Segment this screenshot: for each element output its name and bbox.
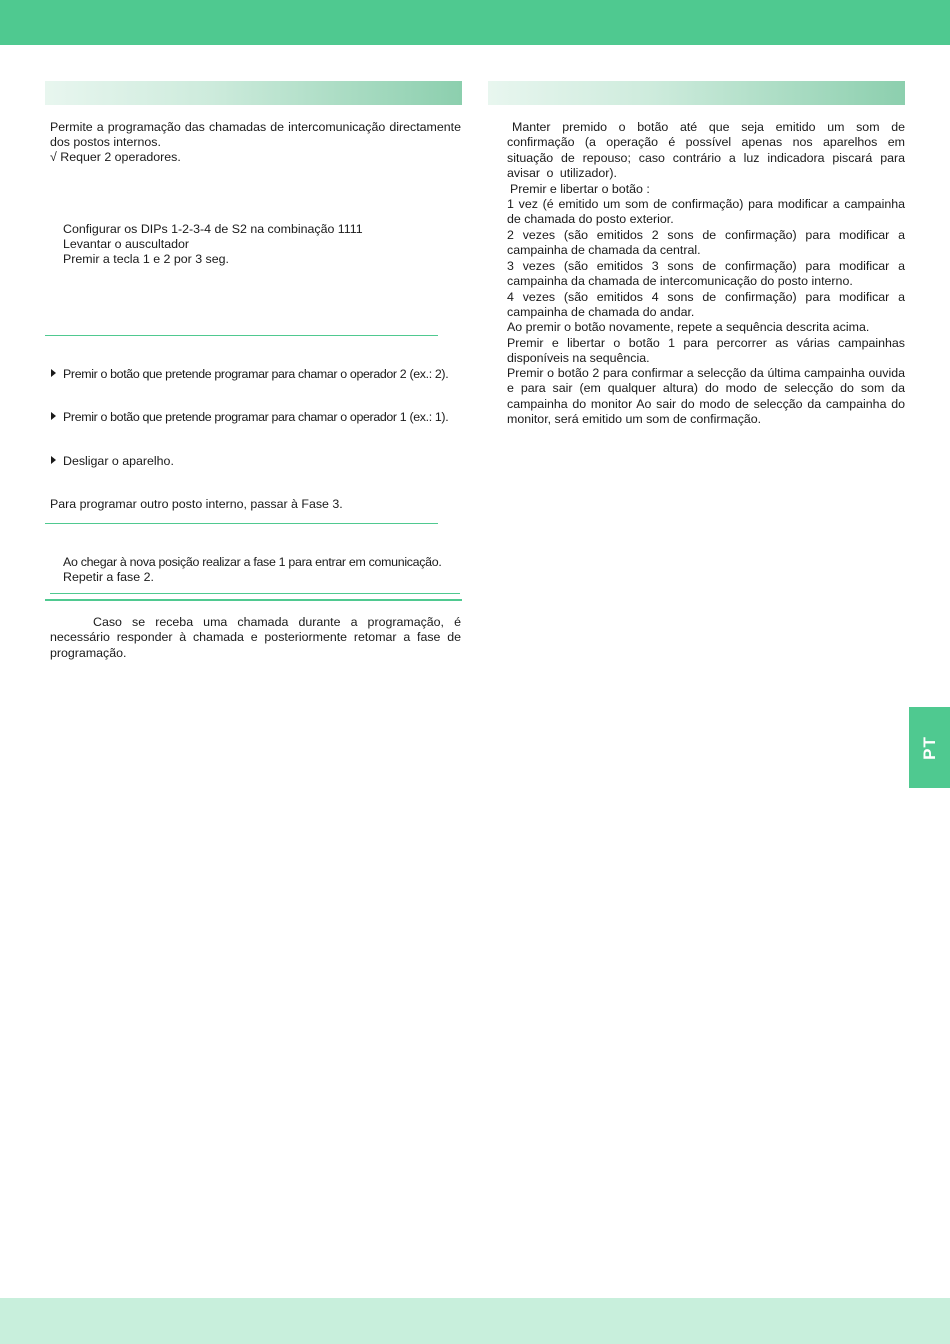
bottom-bar: [0, 1298, 950, 1344]
divider-2: [45, 523, 438, 524]
bullet-item-3: Desligar o aparelho.: [63, 454, 174, 468]
right-para-6: 4 vezes (são emitidos 4 sons de confirmação) para modificar a campainha de chamada do andar.: [507, 290, 905, 320]
step-1: Configurar os DIPs 1-2-3-4 de S2 na combinação 1111: [63, 222, 363, 236]
note-rule-bottom: [45, 599, 462, 601]
bullet-icon: [51, 412, 56, 420]
bullet-item-1: Premir o botão que pretende programar para chamar o operador 2 (ex.: 2).: [63, 367, 449, 381]
language-tab-label: PT: [919, 735, 939, 760]
phase3-step-2: Repetir a fase 2.: [63, 570, 154, 584]
right-para-3: 1 vez (é emitido um som de confirmação) para modificar a campainha de chamada do posto exterior.: [507, 197, 905, 227]
note-text: Caso se receba uma chamada durante a programação, é necessário responder à chamada e posteriormente retomar a fase de programação.: [50, 615, 461, 660]
language-tab: [909, 707, 950, 788]
right-para-9: Premir o botão 2 para confirmar a selecção da última campainha ouvida e para sair (em qualquer altura) do modo de selecção do som da campainha do monitor Ao sair do modo de selecção da campainha do monitor, será emitido um som de confirmação.: [507, 366, 905, 427]
right-para-1: Manter premido o botão até que seja emitido um som de confirmação (a operação é possível apenas nos aparelhos em situação de repouso; caso contrário a luz indicadora piscará para avisar o utilizador).: [507, 120, 905, 181]
bullet-icon: [51, 456, 56, 464]
step-2: Levantar o auscultador: [63, 237, 190, 251]
left-section-header: [45, 81, 462, 105]
right-para-8: Premir e libertar o botão 1 para percorrer as várias campainhas disponíveis na sequência.: [507, 336, 905, 366]
right-para-7: Ao premir o botão novamente, repete a sequência descrita acima.: [507, 320, 870, 334]
phase3-step-1: Ao chegar à nova posição realizar a fase 1 para entrar em comunicação.: [63, 555, 442, 569]
step-3: Premir a tecla 1 e 2 por 3 seg.: [63, 252, 229, 266]
intro-text: Permite a programação das chamadas de intercomunicação directamente dos postos internos.: [50, 120, 461, 150]
right-para-2: Premir e libertar o botão :: [510, 182, 650, 196]
bullet-icon: [51, 369, 56, 377]
right-section-header: [488, 81, 905, 105]
requires-note: √ Requer 2 operadores.: [50, 150, 181, 164]
note-rule-top: [50, 593, 460, 594]
other-post-text: Para programar outro posto interno, passar à Fase 3.: [50, 497, 343, 511]
divider-1: [45, 335, 438, 336]
right-para-4: 2 vezes (são emitidos 2 sons de confirmação) para modificar a campainha de chamada da central.: [507, 228, 905, 258]
right-para-5: 3 vezes (são emitidos 3 sons de confirmação) para modificar a campainha da chamada de intercomunicação do posto interno.: [507, 259, 905, 289]
top-brand-bar: [0, 0, 950, 45]
bullet-item-2: Premir o botão que pretende programar para chamar o operador 1 (ex.: 1).: [63, 410, 449, 424]
